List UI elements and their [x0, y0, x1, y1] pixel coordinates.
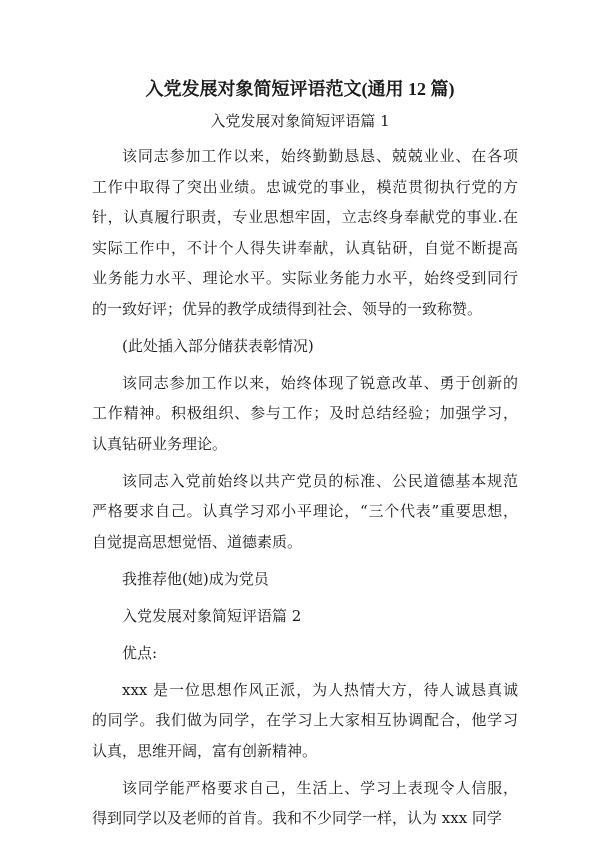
- paragraph: [92, 368, 518, 460]
- paragraph: [92, 601, 518, 632]
- paragraph-line: 优点:: [122, 643, 158, 662]
- paragraph-line: 实际工作中，不计个人得失讲奉献，认真钻研，自觉不断提高: [92, 238, 518, 257]
- document-body: [92, 141, 518, 840]
- paragraph-line: 认真，思维开阔，富有创新精神。: [92, 741, 318, 760]
- paragraph-line: 工作精神。积极组织、参与工作；及时总结经验；加强学习，: [92, 404, 518, 422]
- paragraph-line: 该同志入党前始终以共产党员的标准、公民道德基本规范: [122, 471, 518, 490]
- paragraph: [92, 773, 518, 834]
- section-heading: 入党发展对象简短评语篇 1: [210, 112, 390, 130]
- paragraph: [92, 564, 518, 595]
- paragraph-line: 针，认真履行职责，专业思想牢固，立志终身奉献党的事业.在: [92, 208, 518, 226]
- paragraph-line: 的同学。我们做为同学，在学习上大家相互协调配合，他学习: [92, 711, 518, 729]
- paragraph-line: 该同志参加工作以来，始终体现了锐意改革、勇于创新的: [122, 373, 518, 392]
- document-title: 入党发展对象简短评语范文(通用 12 篇): [145, 79, 455, 99]
- paragraph-line: 该同志参加工作以来，始终勤勤恳恳、兢兢业业、在各项: [122, 147, 518, 165]
- paragraph-line: 自觉提高思想觉悟、道德素质。: [92, 532, 303, 551]
- paragraph: [92, 675, 518, 767]
- paragraph-line: (此处插入部分储获表彰情况): [122, 336, 314, 355]
- paragraph: [92, 466, 518, 558]
- paragraph-line: 该同学能严格要求自己，生活上、学习上表现令人信服，: [122, 778, 518, 797]
- paragraph-line: 严格要求自己。认真学习邓小平理论，“三个代表”重要思想，: [92, 502, 518, 520]
- paragraph-line: 的一致好评；优异的教学成绩得到社会、领导的一致称赞。: [92, 299, 483, 318]
- paragraph: [92, 638, 518, 669]
- paragraph-line: 我推荐他(她)成为党员: [122, 569, 269, 588]
- paragraph: [92, 331, 518, 362]
- paragraph: [92, 141, 518, 324]
- paragraph-line: 得到同学以及老师的首肯。我和不少同学一样，认为 xxx 同学: [92, 809, 502, 827]
- paragraph-line: 认真钻研业务理论。: [92, 434, 228, 453]
- paragraph-line: xxx 是一位思想作风正派，为人热情大方，待人诚恳真诚: [122, 680, 518, 699]
- paragraph-line: 业务能力水平、理论水平。实际业务能力水平，始终受到同行: [92, 269, 518, 287]
- paragraph-line: 入党发展对象简短评语篇 2: [122, 606, 302, 625]
- paragraph-line: 工作中取得了突出业绩。忠诚党的事业，模范贯彻执行党的方: [92, 177, 518, 196]
